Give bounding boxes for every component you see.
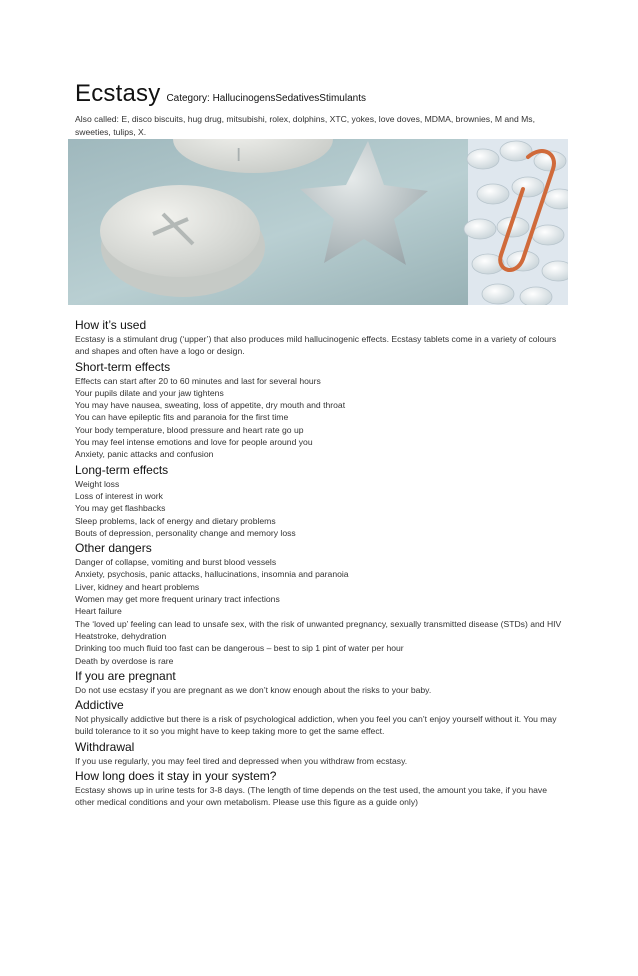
section-text: Ecstasy shows up in urine tests for 3-8 days. (The length of time depends on the test used, the amount you take, if you have other medical conditions and your own metabolism. Please use this figure as a guide only) <box>75 785 547 808</box>
list-item: Drinking too much fluid too fast can be dangerous – best to sip 1 pint of water per hour <box>75 643 404 654</box>
section-heading: How long does it stay in your system? <box>75 769 277 784</box>
section-other-dangers <box>75 540 565 667</box>
list-item: Anxiety, panic attacks and confusion <box>75 449 214 460</box>
list-item: Anxiety, psychosis, panic attacks, hallucinations, insomnia and paranoia <box>75 569 349 580</box>
pills-photo-image <box>68 139 568 305</box>
list-item: Heart failure <box>75 606 122 617</box>
list-item: Heatstroke, dehydration <box>75 630 167 641</box>
list-item: Liver, kidney and heart problems <box>75 581 200 592</box>
section-heading: Withdrawal <box>75 739 135 754</box>
section-short-term <box>75 359 565 461</box>
section-pregnant <box>75 668 565 696</box>
section-heading: Other dangers <box>75 541 152 556</box>
title-row <box>75 80 565 108</box>
pills-photo <box>68 139 568 305</box>
section-heading: How it’s used <box>75 318 147 332</box>
list-item: Sleep problems, lack of energy and dietary problems <box>75 515 276 526</box>
list-item: Death by overdose is rare <box>75 655 174 666</box>
section-text: Do not use ecstasy if you are pregnant as we don’t know enough about the risks to your baby. <box>75 684 432 695</box>
list-item: You may get flashbacks <box>75 503 166 514</box>
section-withdrawal <box>75 739 565 767</box>
svg-text:I: I <box>236 145 242 166</box>
also-called-text: Also called: E, disco biscuits, hug drug, mitsubishi, rolex, dolphins, XTC, yokes, love doves, MDMA, brownies, M and Ms, sweeties, tulips, X. <box>75 114 535 137</box>
section-long-term <box>75 462 565 539</box>
section-heading: Long-term effects <box>75 462 169 477</box>
list-item: Bouts of depression, personality change and memory loss <box>75 527 296 538</box>
list-item: Weight loss <box>75 478 120 489</box>
list-item: Effects can start after 20 to 60 minutes and last for several hours <box>75 375 321 386</box>
section-text: Ecstasy is a stimulant drug (‘upper’) that also produces mild hallucinogenic effects. Ecstasy tablets come in a variety of colours and shapes and often have a logo or design. <box>75 334 557 357</box>
section-text: If you use regularly, you may feel tired and depressed when you withdraw from ecstasy. <box>75 755 408 766</box>
section-text: Not physically addictive but there is a risk of psychological addiction, when you feel you can’t enjoy yourself without it. You may build tolerance to it so you might have to keep taking more to get the same effect. <box>75 714 557 737</box>
list-item: Danger of collapse, vomiting and burst blood vessels <box>75 557 277 568</box>
content <box>75 316 565 809</box>
section-heading: Short-term effects <box>75 359 171 374</box>
list-item: You can have epileptic fits and paranoia for the first time <box>75 412 289 423</box>
section-addictive <box>75 697 565 738</box>
list-item: You may feel intense emotions and love for people around you <box>75 437 313 448</box>
page-title: Ecstasy <box>75 80 161 107</box>
section-how-used <box>75 317 565 358</box>
list-item: Loss of interest in work <box>75 490 163 501</box>
section-heading: If you are pregnant <box>75 668 176 683</box>
list-item: Women may get more frequent urinary tract infections <box>75 594 280 605</box>
list-item: You may have nausea, sweating, loss of appetite, dry mouth and throat <box>75 400 346 411</box>
section-heading: Addictive <box>75 698 124 713</box>
section-stay-in-system <box>75 768 565 809</box>
list-item: Your pupils dilate and your jaw tightens <box>75 387 224 398</box>
list-item: The ‘loved up’ feeling can lead to unsafe sex, with the risk of unwanted pregnancy, sexually transmitted disease (STDs) and HIV <box>75 618 562 629</box>
header <box>75 80 565 139</box>
list-item: Your body temperature, blood pressure and heart rate go up <box>75 424 304 435</box>
category-label: Category: HallucinogensSedativesStimulants <box>166 93 366 104</box>
